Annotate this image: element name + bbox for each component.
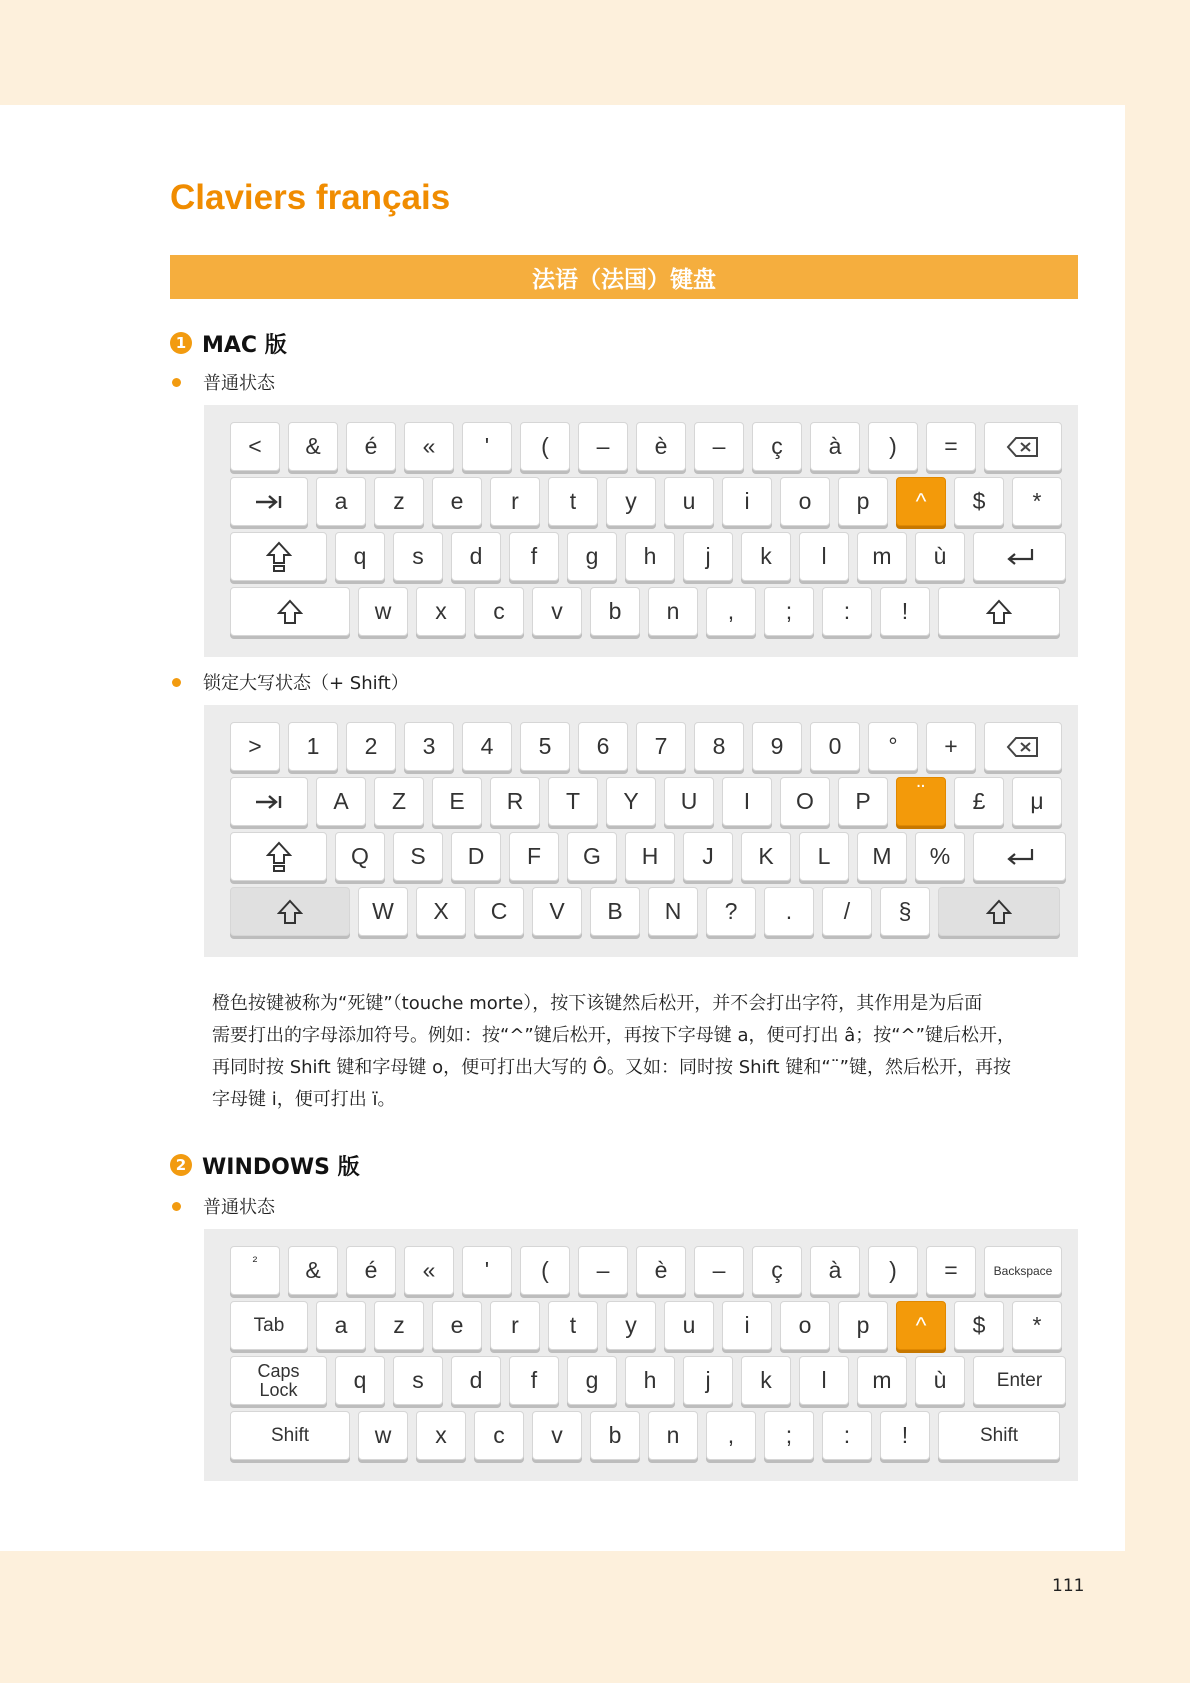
shift-icon	[986, 899, 1012, 925]
bullet-dot	[172, 378, 181, 387]
key[interactable]: :	[822, 587, 872, 636]
subheading-win-normal	[172, 1194, 275, 1218]
key[interactable]: i	[722, 477, 772, 526]
subheading-text: 普通状态	[203, 1197, 275, 1218]
key[interactable]: *	[1012, 1301, 1062, 1350]
key[interactable]: p	[838, 1301, 888, 1350]
key[interactable]: ,	[706, 1411, 756, 1460]
key[interactable]: 6	[578, 722, 628, 771]
key[interactable]: (	[520, 422, 570, 471]
key[interactable]: C	[474, 887, 524, 936]
key[interactable]: !	[880, 587, 930, 636]
bullet-dot	[172, 1202, 181, 1211]
section-banner: 法语（法国）键盘	[170, 255, 1078, 299]
key[interactable]: u	[664, 1301, 714, 1350]
shift-left-key[interactable]	[230, 587, 350, 636]
key[interactable]: &	[288, 1246, 338, 1295]
key[interactable]: $	[954, 1301, 1004, 1350]
key[interactable]: r	[490, 477, 540, 526]
key[interactable]: ç	[752, 1246, 802, 1295]
key[interactable]: !	[880, 1411, 930, 1460]
key[interactable]: M	[857, 832, 907, 881]
key[interactable]: +	[926, 722, 976, 771]
backspace-icon	[1006, 736, 1040, 758]
key[interactable]: P	[838, 777, 888, 826]
key[interactable]: i	[722, 1301, 772, 1350]
key[interactable]: è	[636, 422, 686, 471]
tab-arrow-icon	[254, 494, 284, 510]
key[interactable]: O	[780, 777, 830, 826]
key[interactable]: §	[880, 887, 930, 936]
key[interactable]: ;	[764, 1411, 814, 1460]
key[interactable]: b	[590, 587, 640, 636]
key[interactable]: r	[490, 1301, 540, 1350]
key[interactable]: v	[532, 587, 582, 636]
return-key[interactable]	[973, 832, 1066, 881]
key[interactable]: e	[432, 1301, 482, 1350]
key[interactable]: V	[532, 887, 582, 936]
dead-key-circumflex[interactable]: ^	[896, 477, 946, 526]
key[interactable]: 3	[404, 722, 454, 771]
page-title: Claviers français	[170, 178, 451, 217]
key[interactable]: z	[374, 477, 424, 526]
key[interactable]: °	[868, 722, 918, 771]
shift-left-key[interactable]	[230, 887, 350, 936]
keyboard-row-2	[230, 477, 1062, 527]
dead-key-explanation	[212, 988, 1078, 1116]
backspace-key[interactable]	[984, 722, 1062, 771]
key[interactable]: e	[432, 477, 482, 526]
section-title: MAC 版	[202, 332, 287, 358]
key[interactable]: D	[451, 832, 501, 881]
keyboard-row-1	[230, 422, 1062, 472]
keyboard-row-3	[230, 532, 1062, 582]
key[interactable]: £	[954, 777, 1004, 826]
key[interactable]: 7	[636, 722, 686, 771]
subheading-text: 普通状态	[203, 373, 275, 394]
key[interactable]: s	[393, 532, 443, 581]
return-key[interactable]	[973, 532, 1066, 581]
key[interactable]: ,	[706, 587, 756, 636]
caps-lock-icon	[266, 541, 292, 573]
key[interactable]: :	[822, 1411, 872, 1460]
key[interactable]: K	[741, 832, 791, 881]
key[interactable]: 2	[346, 722, 396, 771]
caps-lock-key[interactable]	[230, 832, 327, 881]
tab-key[interactable]	[230, 777, 308, 826]
key[interactable]: a	[316, 477, 366, 526]
backspace-icon	[1006, 436, 1040, 458]
key[interactable]: l	[799, 532, 849, 581]
key[interactable]: X	[416, 887, 466, 936]
key[interactable]: 9	[752, 722, 802, 771]
keyboard-mac-shift	[204, 705, 1078, 957]
key[interactable]: x	[416, 587, 466, 636]
key[interactable]: –	[694, 1246, 744, 1295]
key[interactable]: w	[358, 587, 408, 636]
key[interactable]: h	[625, 532, 675, 581]
key[interactable]: R	[490, 777, 540, 826]
key[interactable]: d	[451, 532, 501, 581]
key[interactable]: =	[926, 1246, 976, 1295]
key[interactable]: ?	[706, 887, 756, 936]
key[interactable]: –	[578, 422, 628, 471]
tab-key[interactable]	[230, 477, 308, 526]
key[interactable]: q	[335, 532, 385, 581]
key[interactable]: =	[926, 422, 976, 471]
key[interactable]: μ	[1012, 777, 1062, 826]
key[interactable]: à	[810, 422, 860, 471]
key[interactable]: >	[230, 722, 280, 771]
key[interactable]: h	[625, 1356, 675, 1405]
key[interactable]: c	[474, 587, 524, 636]
key[interactable]: b	[590, 1411, 640, 1460]
key[interactable]: f	[509, 1356, 559, 1405]
section-number-badge: 1	[170, 332, 192, 354]
keyboard-windows-normal	[204, 1229, 1078, 1481]
key[interactable]: J	[683, 832, 733, 881]
key[interactable]: )	[868, 422, 918, 471]
tab-key[interactable]: Tab	[230, 1301, 308, 1350]
key[interactable]: '	[462, 1246, 512, 1295]
key[interactable]: g	[567, 1356, 617, 1405]
subheading-text: 锁定大写状态（+ Shift）	[203, 673, 409, 694]
key[interactable]: –	[694, 422, 744, 471]
keyboard-mac-normal	[204, 405, 1078, 657]
key[interactable]: .	[764, 887, 814, 936]
keyboard-row-1	[230, 1246, 1062, 1296]
keyboard-row-2	[230, 1301, 1062, 1351]
shift-icon	[986, 599, 1012, 625]
key[interactable]: &	[288, 422, 338, 471]
key[interactable]: y	[606, 1301, 656, 1350]
key[interactable]: <	[230, 422, 280, 471]
section-title: WINDOWS 版	[202, 1154, 360, 1180]
section-heading-windows	[170, 1150, 360, 1180]
key[interactable]: o	[780, 477, 830, 526]
key[interactable]: f	[509, 532, 559, 581]
keyboard-row-2	[230, 777, 1062, 827]
caps-lock-icon	[266, 841, 292, 873]
key[interactable]: *	[1012, 477, 1062, 526]
key[interactable]: x	[416, 1411, 466, 1460]
keyboard-row-3	[230, 1356, 1062, 1406]
enter-key[interactable]: Enter	[973, 1356, 1066, 1405]
key[interactable]: S	[393, 832, 443, 881]
keyboard-row-3	[230, 832, 1062, 882]
key[interactable]: c	[474, 1411, 524, 1460]
key[interactable]: k	[741, 1356, 791, 1405]
key[interactable]: 8	[694, 722, 744, 771]
key[interactable]: t	[548, 1301, 598, 1350]
key[interactable]: w	[358, 1411, 408, 1460]
tab-arrow-icon	[254, 794, 284, 810]
key[interactable]: a	[316, 1301, 366, 1350]
key[interactable]: è	[636, 1246, 686, 1295]
key[interactable]: é	[346, 422, 396, 471]
key[interactable]: T	[548, 777, 598, 826]
key[interactable]: N	[648, 887, 698, 936]
key[interactable]: 4	[462, 722, 512, 771]
backspace-key[interactable]: Backspace	[984, 1246, 1062, 1295]
key[interactable]: u	[664, 477, 714, 526]
key[interactable]: L	[799, 832, 849, 881]
key[interactable]: g	[567, 532, 617, 581]
backspace-key[interactable]	[984, 422, 1062, 471]
key[interactable]: l	[799, 1356, 849, 1405]
dead-key-circumflex[interactable]: ^	[896, 1301, 946, 1350]
key[interactable]: k	[741, 532, 791, 581]
key[interactable]: ç	[752, 422, 802, 471]
key[interactable]: Q	[335, 832, 385, 881]
key[interactable]: d	[451, 1356, 501, 1405]
key[interactable]: )	[868, 1246, 918, 1295]
key[interactable]: $	[954, 477, 1004, 526]
key[interactable]: E	[432, 777, 482, 826]
keyboard-row-4	[230, 887, 1062, 937]
key[interactable]: n	[648, 1411, 698, 1460]
key[interactable]: I	[722, 777, 772, 826]
key[interactable]: %	[915, 832, 965, 881]
key[interactable]: j	[683, 532, 733, 581]
key[interactable]: –	[578, 1246, 628, 1295]
key[interactable]: ù	[915, 1356, 965, 1405]
key[interactable]: q	[335, 1356, 385, 1405]
key[interactable]: G	[567, 832, 617, 881]
shift-right-key[interactable]	[938, 887, 1060, 936]
caps-lock-key[interactable]: Caps Lock	[230, 1356, 327, 1405]
key[interactable]: '	[462, 422, 512, 471]
key[interactable]: (	[520, 1246, 570, 1295]
shift-right-key[interactable]	[938, 587, 1060, 636]
key[interactable]: A	[316, 777, 366, 826]
section-heading-mac	[170, 328, 287, 358]
key[interactable]: n	[648, 587, 698, 636]
paragraph-line: 橙色按键被称为“死键”（touche morte），按下该键然后松开，并不会打出字符，其作用是为后面	[212, 993, 983, 1014]
key[interactable]: 5	[520, 722, 570, 771]
paragraph-line: 再同时按 Shift 键和字母键 o，便可打出大写的 Ô。又如：同时按 Shift 键和“¨”键，然后松开，再按	[212, 1057, 1011, 1078]
key[interactable]: B	[590, 887, 640, 936]
key[interactable]: «	[404, 422, 454, 471]
key[interactable]: s	[393, 1356, 443, 1405]
key[interactable]: F	[509, 832, 559, 881]
key[interactable]: «	[404, 1246, 454, 1295]
shift-icon	[277, 599, 303, 625]
shift-icon	[277, 899, 303, 925]
key[interactable]: t	[548, 477, 598, 526]
shift-left-key[interactable]: Shift	[230, 1411, 350, 1460]
key[interactable]: j	[683, 1356, 733, 1405]
key[interactable]: /	[822, 887, 872, 936]
paragraph-line: 需要打出的字母添加符号。例如：按“^”键后松开，再按下字母键 a，便可打出 â；按“^”键后松开，	[212, 1025, 1015, 1046]
keyboard-row-4	[230, 1411, 1062, 1461]
key[interactable]: v	[532, 1411, 582, 1460]
key[interactable]: é	[346, 1246, 396, 1295]
key[interactable]: m	[857, 532, 907, 581]
subheading-mac-shift	[172, 670, 409, 694]
return-icon	[1005, 547, 1035, 567]
key[interactable]: y	[606, 477, 656, 526]
key[interactable]: W	[358, 887, 408, 936]
paragraph-line: 字母键 i，便可打出 ï。	[212, 1089, 396, 1110]
key[interactable]: ù	[915, 532, 965, 581]
dead-key-diaeresis[interactable]: ¨	[896, 777, 946, 826]
key[interactable]: z	[374, 1301, 424, 1350]
key[interactable]: Z	[374, 777, 424, 826]
key[interactable]: Y	[606, 777, 656, 826]
key[interactable]: p	[838, 477, 888, 526]
section-number-badge: 2	[170, 1154, 192, 1176]
key[interactable]: U	[664, 777, 714, 826]
bullet-dot	[172, 678, 181, 687]
keyboard-row-4	[230, 587, 1062, 637]
key[interactable]: à	[810, 1246, 860, 1295]
key[interactable]: o	[780, 1301, 830, 1350]
shift-right-key[interactable]: Shift	[938, 1411, 1060, 1460]
key[interactable]: 0	[810, 722, 860, 771]
key[interactable]: m	[857, 1356, 907, 1405]
key[interactable]: ;	[764, 587, 814, 636]
subheading-mac-normal	[172, 370, 275, 394]
keyboard-row-1	[230, 722, 1062, 772]
return-icon	[1005, 847, 1035, 867]
key[interactable]: 1	[288, 722, 338, 771]
key[interactable]: ²	[230, 1246, 280, 1295]
page-number: 111	[1052, 1576, 1085, 1596]
caps-lock-key[interactable]	[230, 532, 327, 581]
key[interactable]: H	[625, 832, 675, 881]
